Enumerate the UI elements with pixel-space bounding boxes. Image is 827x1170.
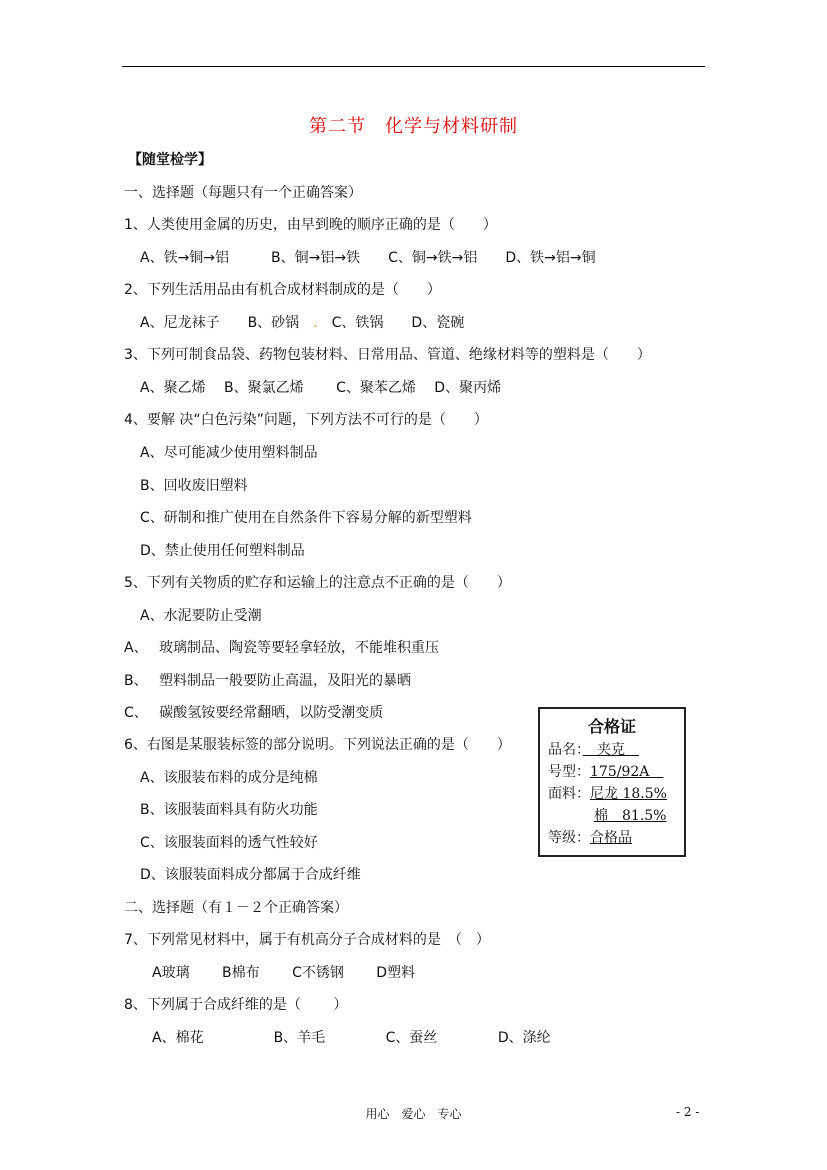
q7-stem: 7、下列常见材料中，属于有机高分子合成材料的是 （ ） [124, 932, 490, 948]
certificate-title: 合格证 [587, 717, 636, 736]
q6-option-d: D、该服装面料成分都属于合成纤维 [140, 867, 361, 883]
q2-option-cd: C、铁锅 D、瓷碗 [331, 315, 465, 331]
q4-stem: 4、要解 决“白色污染”问题，下列方法不可行的是（ ） [124, 412, 488, 428]
grade-label: 等级： [548, 830, 590, 846]
q8-stem: 8、下列属于合成纤维的是（ ） [124, 997, 348, 1013]
q5-option-d: C、 碳酸氢铵要经常翻晒，以防受潮变质 [124, 705, 384, 721]
size-label: 号型： [548, 764, 590, 780]
q2-options [140, 314, 464, 332]
grade-value: 合格品 [590, 830, 632, 846]
certificate-fabric-row-2 [594, 805, 666, 825]
page-footer: 用心 爱心 专心 [365, 1107, 462, 1121]
fabric-label: 面料： [548, 786, 590, 802]
certificate-name-row [548, 739, 639, 759]
q2-stray-dot: . [313, 315, 318, 331]
q6-option-c: C、该服装面料的透气性较好 [140, 835, 318, 851]
fabric-value-cotton: 棉 81.5% [594, 808, 667, 824]
q3-options: A、聚乙烯 B、聚氯乙烯 C、聚苯乙烯 D、聚丙烯 [140, 380, 502, 396]
q2-stem: 2、下列生活用品由有机合成材料制成的是（ ） [124, 282, 441, 298]
q5-stem: 5、下列有关物质的贮存和运输上的注意点不正确的是（ ） [124, 575, 511, 591]
q4-option-b: B、回收废旧塑料 [140, 478, 248, 494]
q1-stem: 1、人类使用金属的历史，由早到晚的顺序正确的是（ ） [124, 217, 497, 233]
section-label: 【随堂检学】 [128, 152, 212, 168]
name-label: 品名： [548, 742, 583, 758]
q6-option-a: A、该服装布料的成分是纯棉 [140, 770, 318, 786]
certificate-grade-row [548, 827, 632, 847]
q5-option-a: A、水泥要防止受潮 [140, 608, 262, 624]
q6-stem: 6、右图是某服装标签的部分说明。下列说法正确的是（ ） [124, 737, 511, 753]
q8-options: A、棉花 B、羊毛 C、蚕丝 D、涤纶 [152, 1030, 551, 1046]
part1-heading: 一、选择题（每题只有一个正确答案） [124, 185, 362, 201]
header-rule [122, 66, 705, 67]
certificate-label [538, 707, 686, 857]
q1-options: A、铁→铜→铝 B、铜→铝→铁 C、铜→铁→铝 D、铁→铝→铜 [140, 250, 596, 266]
q7-options: A玻璃 B棉布 C不锈钢 D塑料 [152, 965, 416, 981]
q4-option-d: D、禁止使用任何塑料制品 [140, 543, 305, 559]
q4-option-c: C、研制和推广使用在自然条件下容易分解的新型塑料 [140, 510, 472, 526]
q5-option-b: A、 玻璃制品、陶瓷等要轻拿轻放，不能堆积重压 [124, 640, 440, 656]
page-number: - 2 - [676, 1105, 700, 1119]
name-value: 夹克 [583, 742, 639, 758]
size-value: 175/92A [590, 764, 664, 780]
page-title: 第二节 化学与材料研制 [309, 116, 518, 137]
part2-heading: 二、选择题（有１－２个正确答案） [124, 900, 348, 916]
certificate-size-row [548, 761, 663, 781]
q6-option-b: B、该服装面料具有防火功能 [140, 802, 318, 818]
q5-option-c: B、 塑料制品一般要防止高温，及阳光的暴晒 [124, 673, 412, 689]
q4-option-a: A、尽可能减少使用塑料制品 [140, 445, 318, 461]
fabric-value-nylon: 尼龙 18.5% [590, 786, 667, 802]
certificate-fabric-row [548, 783, 667, 803]
q2-option-ab: A、尼龙袜子 B、砂锅 [140, 315, 300, 331]
q3-stem: 3、下列可制食品袋、药物包装材料、日常用品、管道、绝缘材料等的塑料是（ ） [124, 347, 651, 363]
